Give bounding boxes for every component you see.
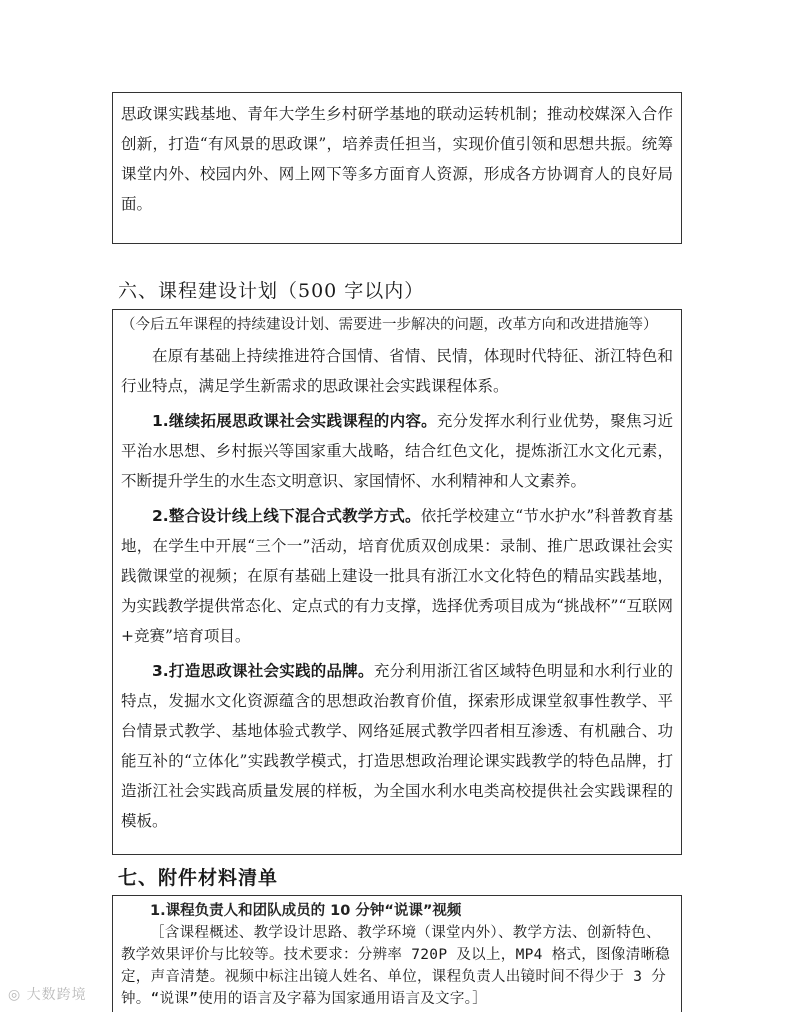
continuation-paragraph: 思政课实践基地、青年大学生乡村研学基地的联动运转机制；推动校媒深入合作创新，打造“有风景的思政课”，培养责任担当，实现价值引领和思想共振。统筹课堂内外、校园内外、网上网下等多方面育人资源，形成各方协调育人的良好局面。 (121, 105, 673, 213)
item-3-title: 3.打造思政课社会实践的品牌。 (152, 662, 374, 680)
section-6-item-3 (121, 656, 673, 836)
item-1-body: 充分发挥水利行业优势，聚焦习近平治水思想、乡村振兴等国家重大战略，结合红色文化，提炼浙江水文化元素，不断提升学生的水生态文明意识、家国情怀、水利精神和人文素养。 (121, 412, 673, 490)
section-6-box (112, 309, 682, 855)
section-6-note: （今后五年课程的持续建设计划、需要进一步解决的问题，改革方向和改进措施等） (121, 317, 658, 333)
section-6-intro: 在原有基础上持续推进符合国情、省情、民情，体现时代特征、浙江特色和行业特点，满足学生新需求的思政课社会实践课程体系。 (121, 347, 673, 395)
watermark-text: 大数跨境 (26, 987, 87, 1003)
attachment-item-title: 1.课程负责人和团队成员的 10 分钟“说课”视频 (150, 903, 462, 919)
watermark-logo (8, 984, 87, 1004)
section-6-heading: 六、课程建设计划（500 字以内） (118, 280, 425, 302)
section-7-box (112, 895, 682, 1012)
section-6-item-1 (121, 406, 673, 496)
section-7-heading: 七、附件材料清单 (118, 867, 279, 889)
attachment-item-body: ［含课程概述、教学设计思路、教学环境（课堂内外）、教学方法、创新特色、教学效果评价与比较等。技术要求：分辨率 720P 及以上，MP4 格式，图像清晰稳定，声音清楚。视频中标注出镜人姓名、单位，课程负责人出镜时间不得少于 3 分钟。“说课”使用的语言及字幕为国家通用语言及文字。］ (121, 925, 671, 1007)
content-box-continuation (112, 92, 682, 244)
watermark-icon: ◎ (8, 987, 22, 1003)
section-6-item-2 (121, 501, 673, 651)
item-1-title: 1.继续拓展思政课社会实践课程的内容。 (152, 412, 437, 430)
item-2-body: 依托学校建立“节水护水”科普教育基地，在学生中开展“三个一”活动，培育优质双创成果：录制、推广思政课社会实践微课堂的视频；在原有基础上建设一批具有浙江水文化特色的精品实践基地，为实践教学提供常态化、定点式的有力支撑，选择优秀项目成为“挑战杯”“互联网+竞赛”培育项目。 (121, 507, 673, 645)
item-2-title: 2.整合设计线上线下混合式教学方式。 (152, 507, 421, 525)
item-3-body: 充分利用浙江省区域特色明显和水利行业的特点，发掘水文化资源蕴含的思想政治教育价值，探索形成课堂叙事性教学、平台情景式教学、基地体验式教学、网络延展式教学四者相互渗透、有机融合、功能互补的“立体化”实践教学模式，打造思想政治理论课实践教学的特色品牌，打造浙江社会实践高质量发展的样板，为全国水利水电类高校提供社会实践课程的模板。 (121, 662, 673, 830)
